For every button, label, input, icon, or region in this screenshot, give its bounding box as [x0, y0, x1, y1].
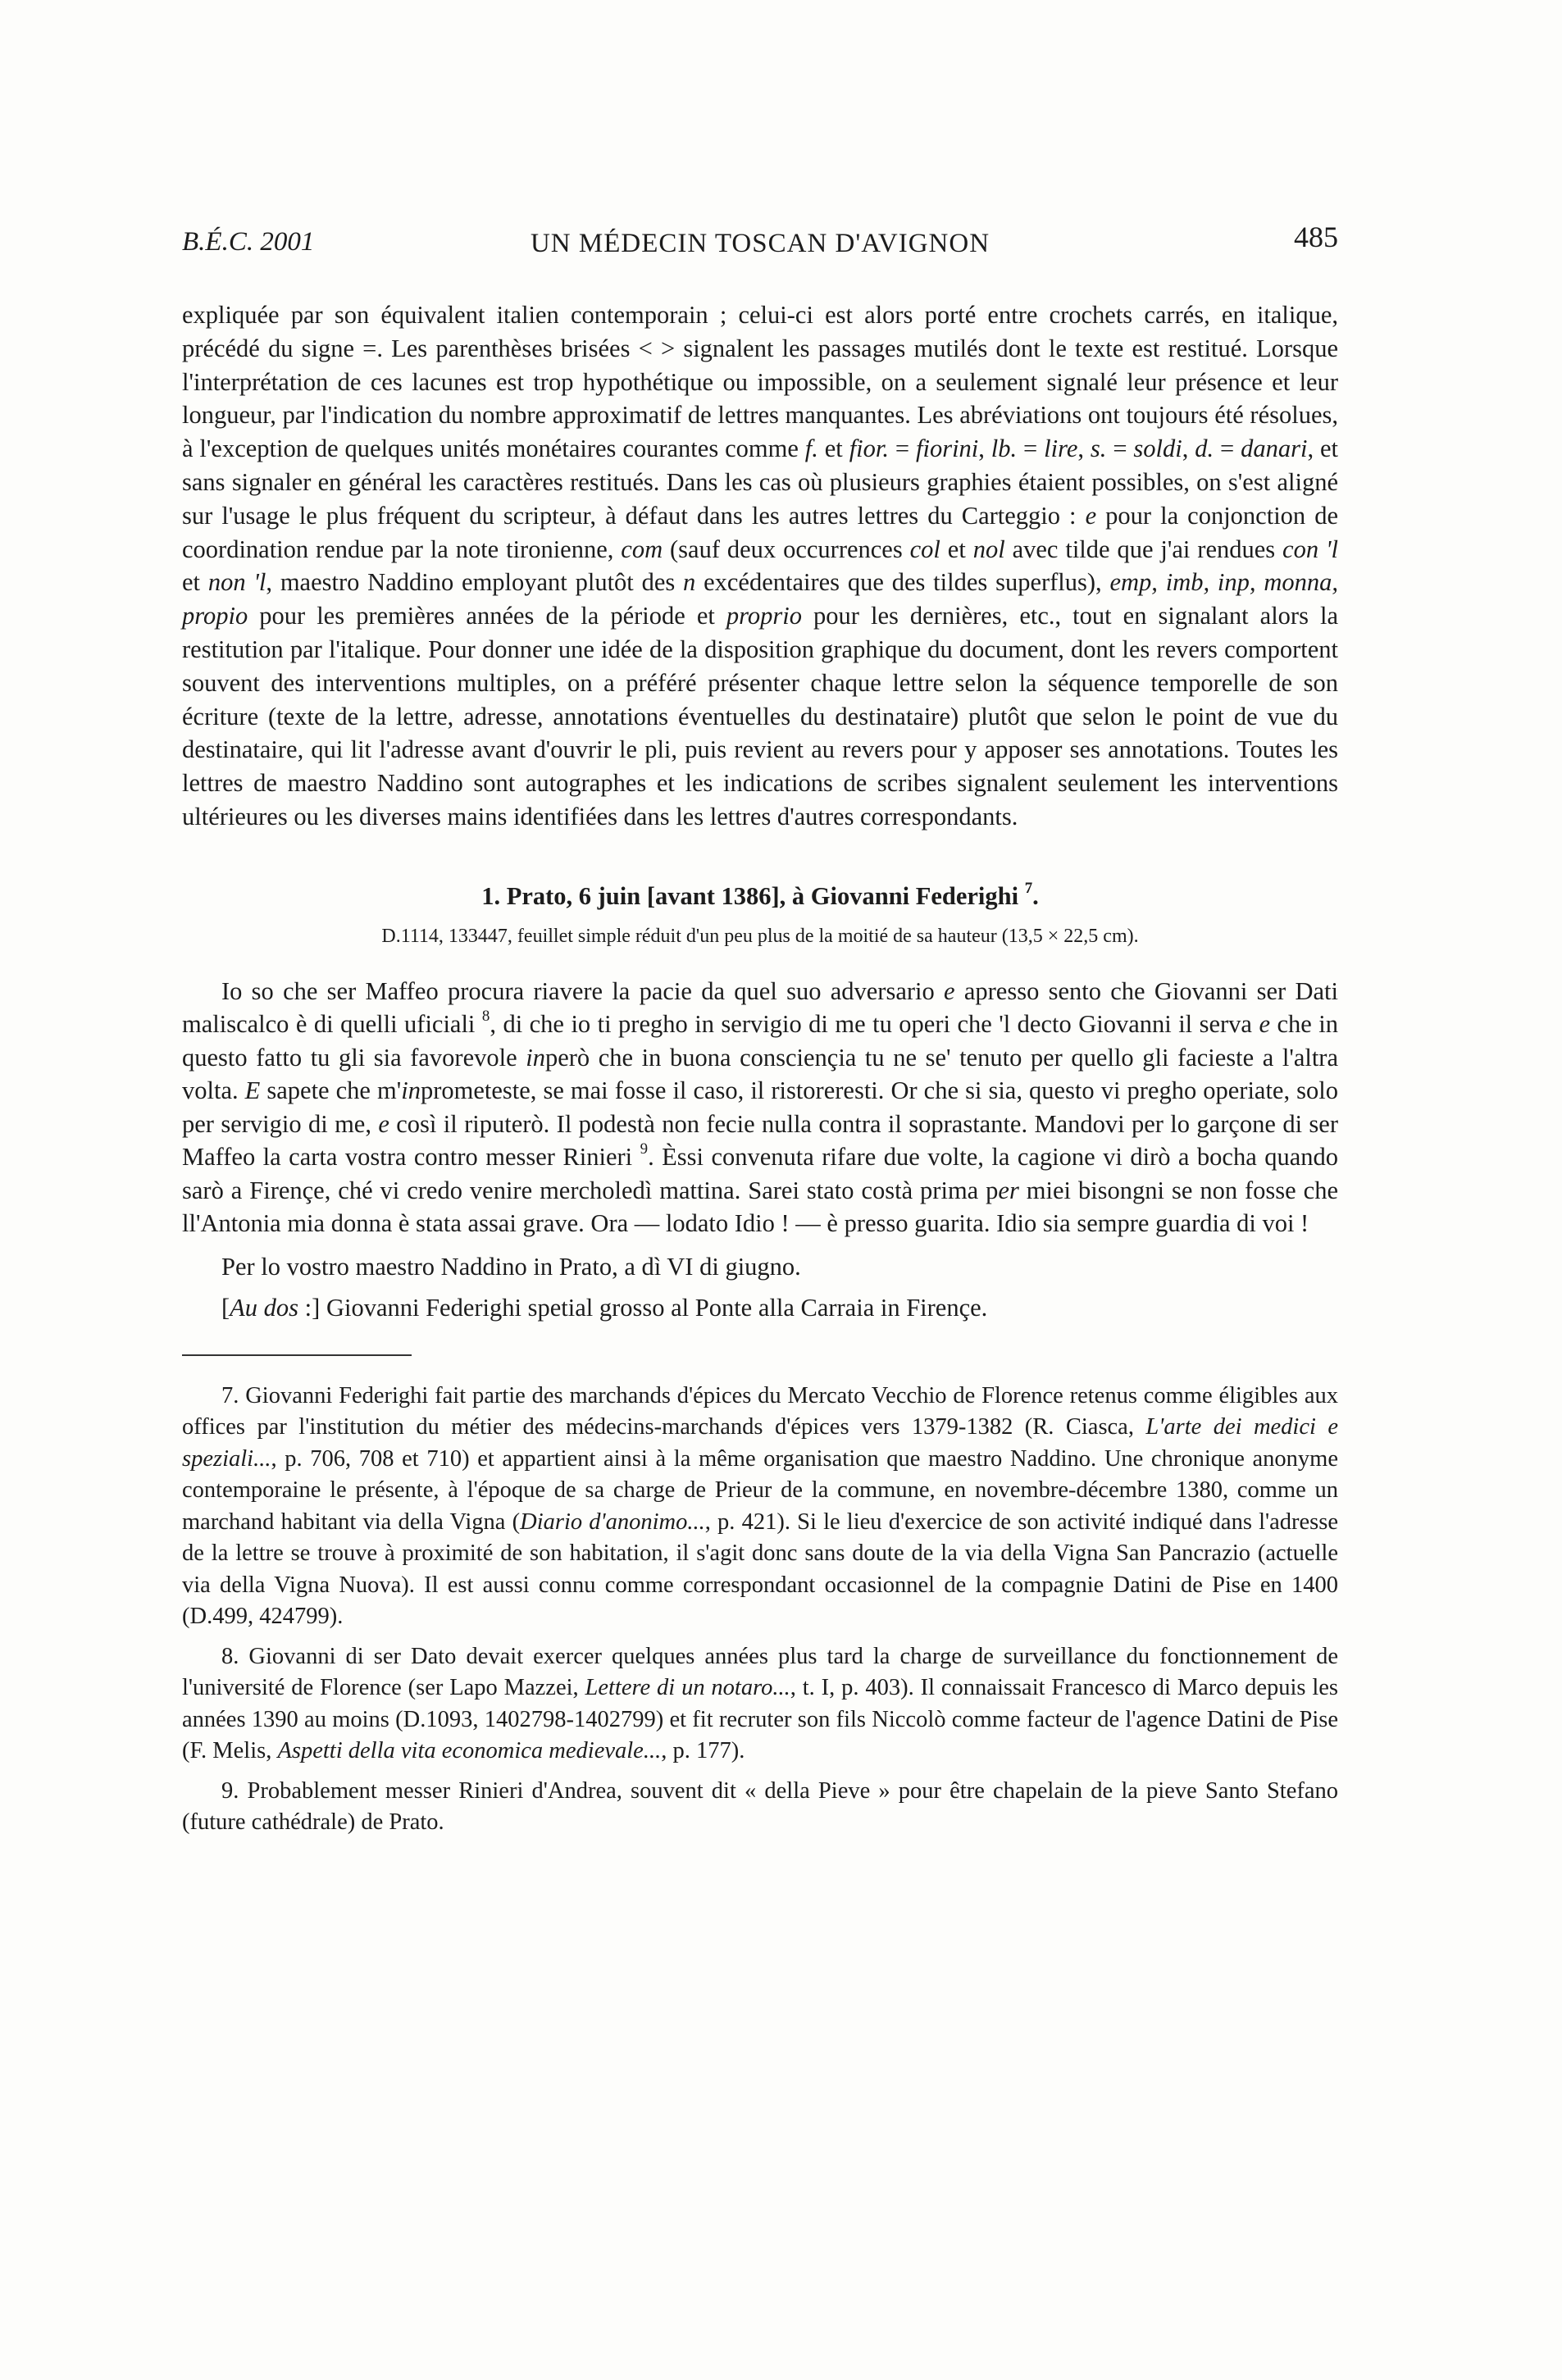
- intro-text: expliquée par son équivalent italien contemporain ; celui-ci est alors porté entre crochets carrés, en italique, précédé du signe =. Les parenthèses brisées < > signalent les passages mutilés dont le texte est restitué. Lorsque l'interprétation de ces lacunes est trop hypothétique ou impossible, on a seulement signalé leur présence et leur longueur, par l'indication du nombre approximatif de lettres manquantes. Les abréviations ont toujours été résolues, à l'exception de quelques unités monétaires courantes comme f. et fior. = fiorini, lb. = lire, s. = soldi, d. = danari, et sans signaler en général les caractères restitués. Dans les cas où plusieurs graphies étaient possibles, on s'est aligné sur l'usage le plus fréquent du scripteur, à défaut dans les autres lettres du Carteggio : e pour la conjonction de coordination rendue par la note tironienne, com (sauf deux occurrences col et nol avec tilde que j'ai rendues con 'l et non 'l, maestro Naddino employant plutôt des n excédentaires que des tildes superflus), emp, imb, inp, monna, propio pour les premières années de la période et proprio pour les dernières, etc., tout en signalant alors la restitution par l'italique. Pour donner une idée de la disposition graphique du document, dont les revers comportent souvent des interventions multiples, on a préféré présenter chaque lettre selon la séquence temporelle de son écriture (texte de la lettre, adresse, annotations éventuelles du destinataire) plutôt que selon le point de vue du destinataire, qui lit l'adresse avant d'ouvrir le pli, puis revient au revers pour y apposer ses annotations. Toutes les lettres de maestro Naddino sont autographes et les indications de scribes signalent seulement les interventions ultérieures ou les diverses mains identifiées dans les lettres d'autres correspondants.: [182, 301, 1339, 830]
- footnote-9: 9. Probablement messer Rinieri d'Andrea, souvent dit « della Pieve » pour être chapelain de la pieve Santo Stefano (future cathédrale) de Prato.: [182, 1777, 1338, 1836]
- footnote-ref-7: 7: [1024, 879, 1033, 897]
- journal-label: B.É.C. 2001: [182, 227, 315, 257]
- letter-closing: Per lo vostro maestro Naddino in Prato, a dì VI di giugno.: [221, 1252, 801, 1281]
- letter-reference: D.1114, 133447, feuillet simple réduit d'un peu plus de la moitié de sa hauteur (13,5 × 22,5 cm).: [381, 925, 1139, 947]
- footnote-divider: [182, 1354, 412, 1356]
- running-head: [182, 221, 1338, 262]
- footnote-8: 8. Giovanni di ser Dato devait exercer quelques années plus tard la charge de surveillance du fonctionnement de l'université de Florence (ser Lapo Mazzei, Lettere di un notaro..., t. I, p. 403). Il connaissait Francesco di Marco depuis les années 1390 au moins (D.1093, 1402798-1402799) et fit recruter son fils Niccolò comme facteur de l'agence Datini de Pise (F. Melis, Aspetti della vita economica medievale..., p. 177).: [182, 1643, 1338, 1764]
- letter-paragraph: Io so che ser Maffeo procura riavere la pacie da quel suo adversario e apresso sento che Giovanni ser Dati maliscalco è di quelli uficiali $^8$, di che io ti pregho in servigio di me tu operi che 'l decto Giovanni il serva e che in questo fatto tu gli sia favorevole inperò che in buona consciençia tu ne se' tenuto per quello gli facieste a l'altra volta. E sapete che m'inprometeste, se mai fosse il caso, il ristoreresti. Or che si sia, questo vi pregho operiate, solo per servigio di me, e così il riputerò. Il podestà non fecie nulla contra il soprastante. Mandovi per lo garçone di ser Maffeo la carta vostra contro messer Rinieri $^9$. Èssi convenuta rifare due volte, la cagione vi dirò a bocha quando sarò a Firençe, ché vi credo venire mercholedì mattina. Sarei stato costà prima per miei bisongni se non fosse che ll'Antonia mia donna è stata assai grave. Ora — lodato Idio ! — è presso guarita. Idio sia sempre guardia di voi !: [182, 976, 1338, 1238]
- page: [182, 221, 1338, 1847]
- footnotes: [182, 1381, 1338, 1839]
- footnote-ref-8: 8: [481, 1008, 490, 1026]
- letter-body: [182, 975, 1338, 1325]
- footnote-ref-9: 9: [640, 1140, 649, 1158]
- intro-paragraph: [182, 298, 1338, 834]
- article-title: UN MÉDECIN TOSCAN D'AVIGNON: [530, 229, 990, 258]
- footnote-7: 7. Giovanni Federighi fait partie des marchands d'épices du Mercato Vecchio de Florence retenus comme éligibles aux offices par l'institution du métier des médecins-marchands d'épices vers 1379-1382 (R. Ciasca, L'arte dei medici e speziali..., p. 706, 708 et 710) et appartient ainsi à la même organisation que maestro Naddino. Une chronique anonyme contemporaine le présente, à l'époque de sa charge de Prieur de la commune, en novembre-décembre 1380, comme un marchand habitant via della Vigna (Diario d'anonimo..., p. 421). Si le lieu d'exercice de son activité indiqué dans l'adresse de la lettre se trouve à proximité de son habitation, il s'agit donc sans doute de la via della Vigna San Pancrazio (actuelle via della Vigna Nuova). Il est aussi connu comme correspondant occasionnel de la compagnie Datini de Pise en 1400 (D.499, 424799).: [182, 1382, 1339, 1630]
- letter-heading: 1. Prato, 6 juin [avant 1386], à Giovanni Federighi $^7$.: [481, 879, 1039, 910]
- page-number: 485: [1294, 221, 1338, 253]
- letter-address: [Au dos :] Giovanni Federighi spetial grosso al Ponte alla Carraia in Firençe.: [221, 1294, 988, 1322]
